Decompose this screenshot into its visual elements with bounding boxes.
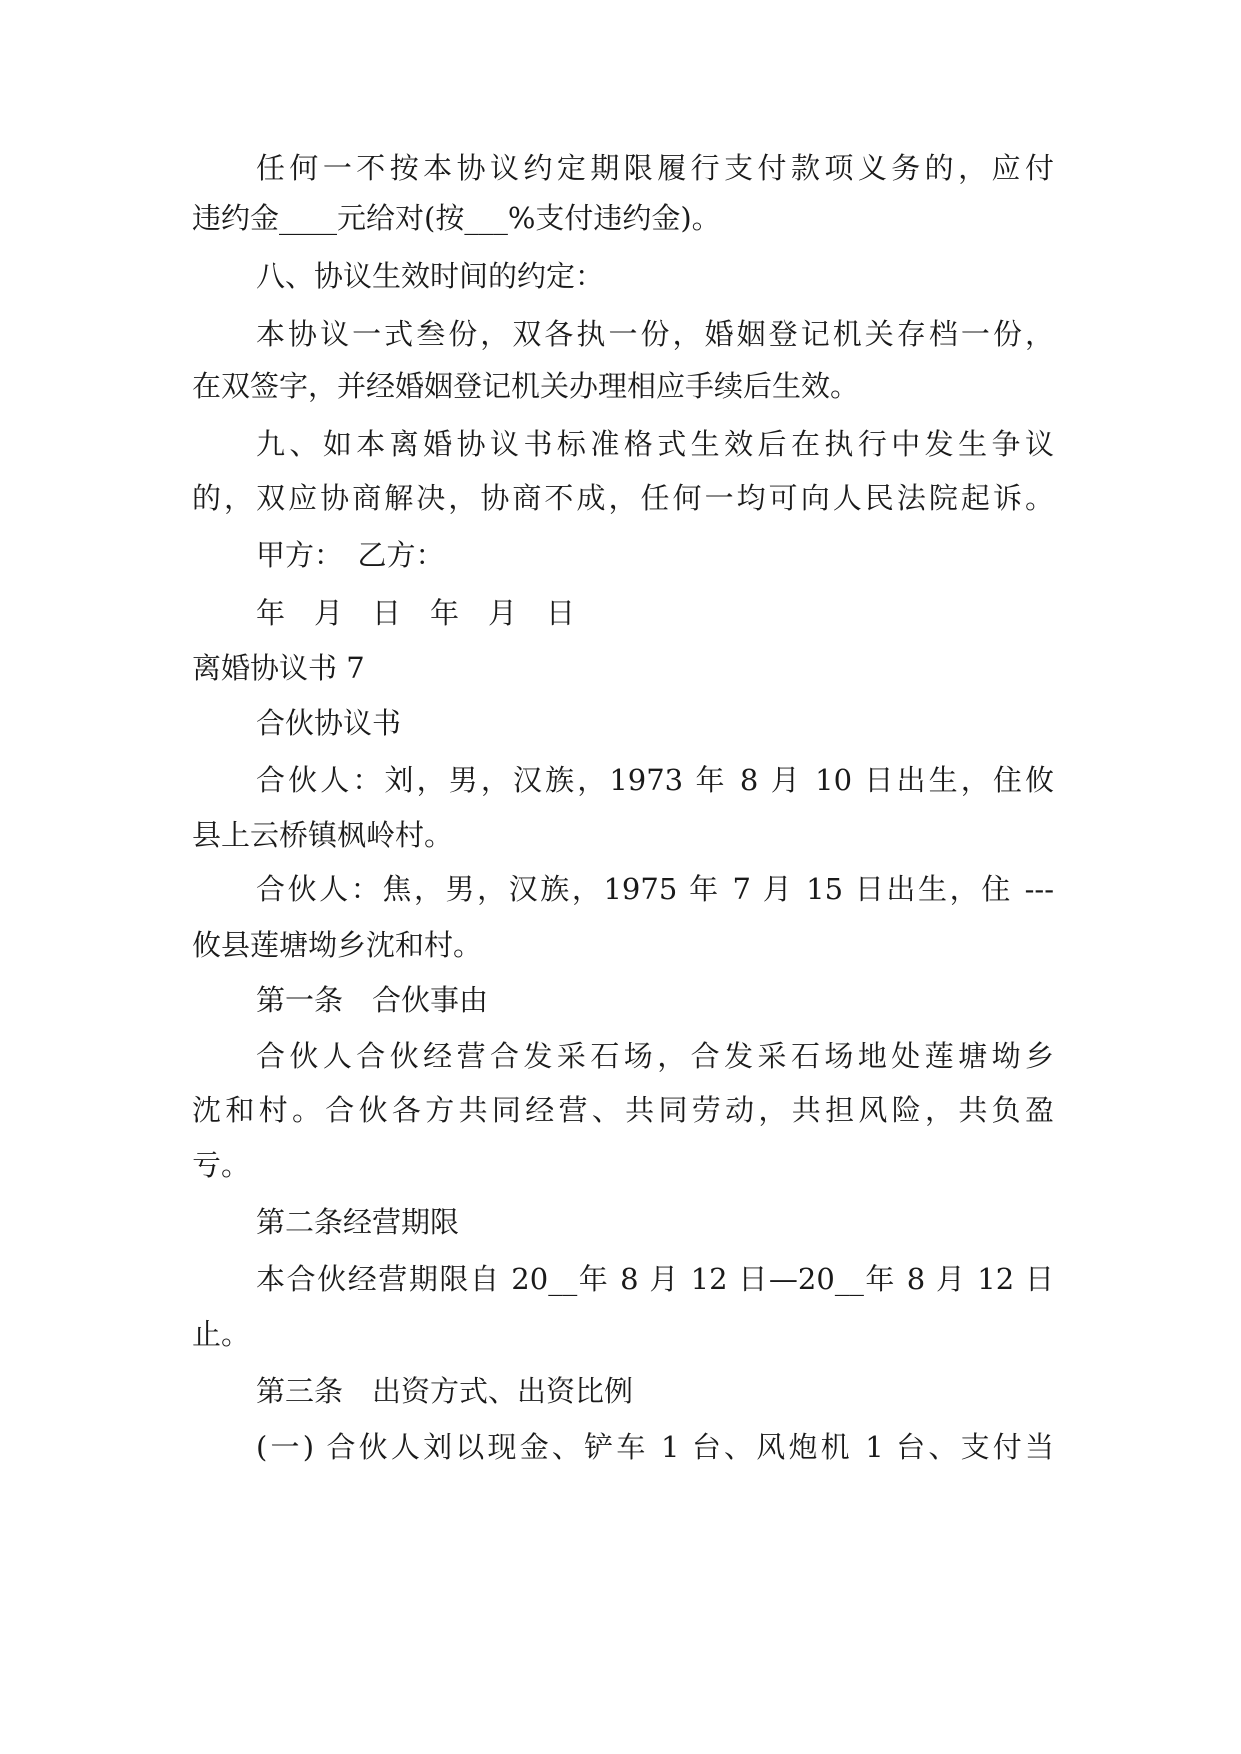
paragraph-line: 在双签字，并经婚姻登记机关办理相应手续后生效。: [192, 369, 860, 403]
paragraph-line: 县上云桥镇枫岭村。: [192, 818, 454, 852]
paragraph-line: 合伙人：焦，男，汉族，1975 年 7 月 15 日出生，住 ---: [256, 872, 1054, 906]
document-title: 离婚协议书 7: [192, 651, 365, 685]
paragraph-line: 九、如本离婚协议书标准格式生效后在执行中发生争议: [256, 427, 1054, 461]
paragraph-line: 合伙人合伙经营合发采石场，合发采石场地处莲塘坳乡: [256, 1039, 1054, 1073]
paragraph-line: 的，双应协商解决，协商不成，任何一均可向人民法院起诉。: [192, 481, 1054, 515]
article-heading: 第三条 出资方式、出资比例: [256, 1374, 634, 1408]
paragraph-line: 违约金____元给对(按___%支付违约金)。: [192, 201, 721, 235]
article-heading: 第一条 合伙事由: [256, 983, 489, 1017]
paragraph-line: 任何一不按本协议约定期限履行支付款项义务的，应付: [256, 151, 1054, 185]
signature-parties: 甲方： 乙方：: [256, 538, 445, 572]
paragraph-line: 本协议一式叁份，双各执一份，婚姻登记机关存档一份，: [256, 317, 1054, 351]
paragraph-line: 攸县莲塘坳乡沈和村。: [192, 928, 483, 962]
paragraph-line: (一) 合伙人刘以现金、铲车 1 台、风炮机 1 台、支付当: [256, 1430, 1054, 1464]
signature-dates: 年 月 日 年 月 日: [256, 596, 576, 630]
paragraph-line: 亏。: [192, 1148, 251, 1182]
article-heading: 第二条经营期限: [256, 1205, 460, 1239]
section-heading: 八、协议生效时间的约定：: [256, 259, 605, 293]
paragraph-line: 止。: [192, 1317, 251, 1351]
paragraph-line: 沈和村。合伙各方共同经营、共同劳动，共担风险，共负盈: [192, 1093, 1054, 1127]
paragraph-line: 合伙人：刘，男，汉族，1973 年 8 月 10 日出生，住攸: [256, 763, 1054, 797]
paragraph-line: 本合伙经营期限自 20__年 8 月 12 日—20__年 8 月 12 日: [256, 1262, 1054, 1296]
agreement-title: 合伙协议书: [256, 706, 402, 740]
